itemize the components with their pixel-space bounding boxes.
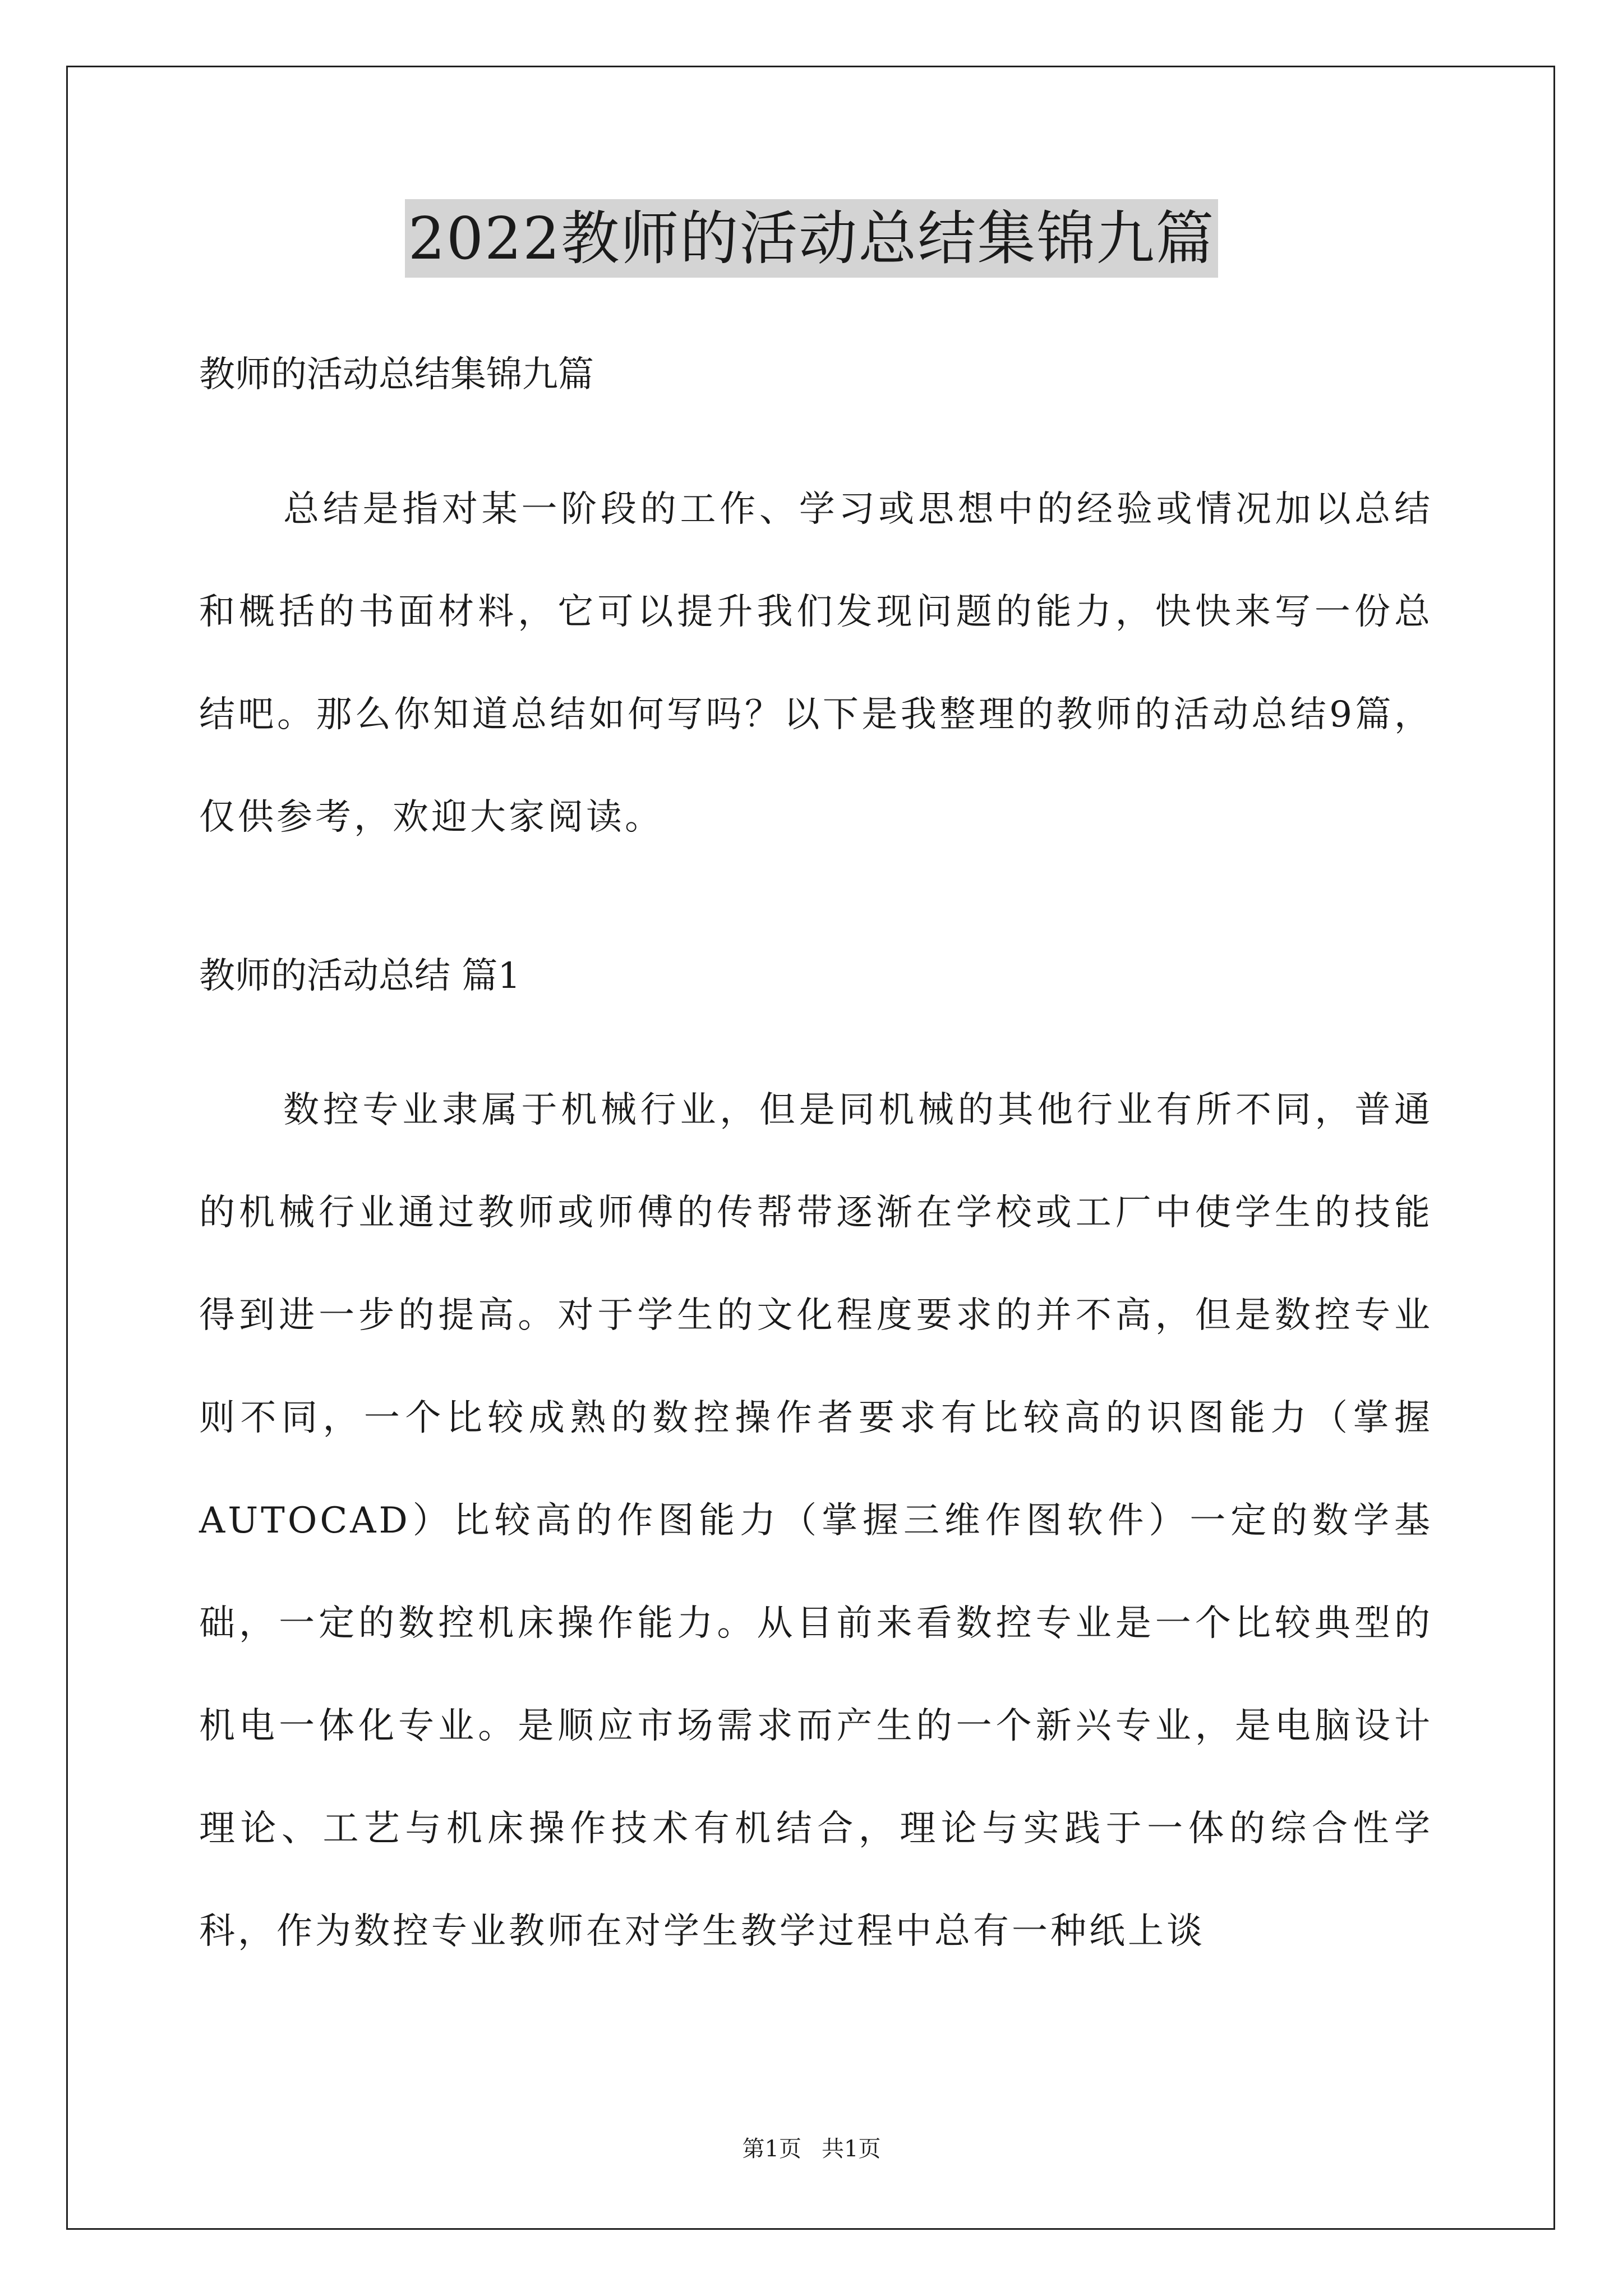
document-title (0, 199, 1623, 278)
intro-paragraph: 总结是指对某一阶段的工作、学习或思想中的经验或情况加以总结和概括的书面材料，它可以提升我们发现问题的能力，快快来写一份总结吧。那么你知道总结如何写吗？以下是我整理的教师的活动总结9篇，仅供参考，欢迎大家阅读。 (199, 489, 1433, 838)
page-number: 第1页 (742, 2136, 801, 2162)
document-subtitle: 教师的活动总结集锦九篇 (199, 354, 594, 395)
section-body-block (199, 1059, 1433, 1983)
section-heading-block (199, 954, 1433, 999)
section-heading: 教师的活动总结 篇1 (199, 955, 521, 997)
page-footer (0, 2135, 1623, 2163)
intro-block (199, 458, 1433, 869)
subtitle-block (199, 352, 1433, 397)
document-title-text: 2022教师的活动总结集锦九篇 (405, 199, 1219, 278)
section-paragraph: 数控专业隶属于机械行业，但是同机械的其他行业有所不同，普通的机械行业通过教师或师傅的传帮带逐渐在学校或工厂中使学生的技能得到进一步的提高。对于学生的文化程度要求的并不高，但是数控专业则不同，一个比较成熟的数控操作者要求有比较高的识图能力（掌握AUTOCAD）比较高的作图能力（掌握三维作图软件）一定的数学基础，一定的数控机床操作能力。从目前来看数控专业是一个比较典型的机电一体化专业。是顺应市场需求而产生的一个新兴专业，是电脑设计理论、工艺与机床操作技术有机结合，理论与实践于一体的综合性学科，作为数控专业教师在对学生教学过程中总有一种纸上谈 (199, 1089, 1433, 1952)
page-total: 共1页 (822, 2136, 881, 2162)
